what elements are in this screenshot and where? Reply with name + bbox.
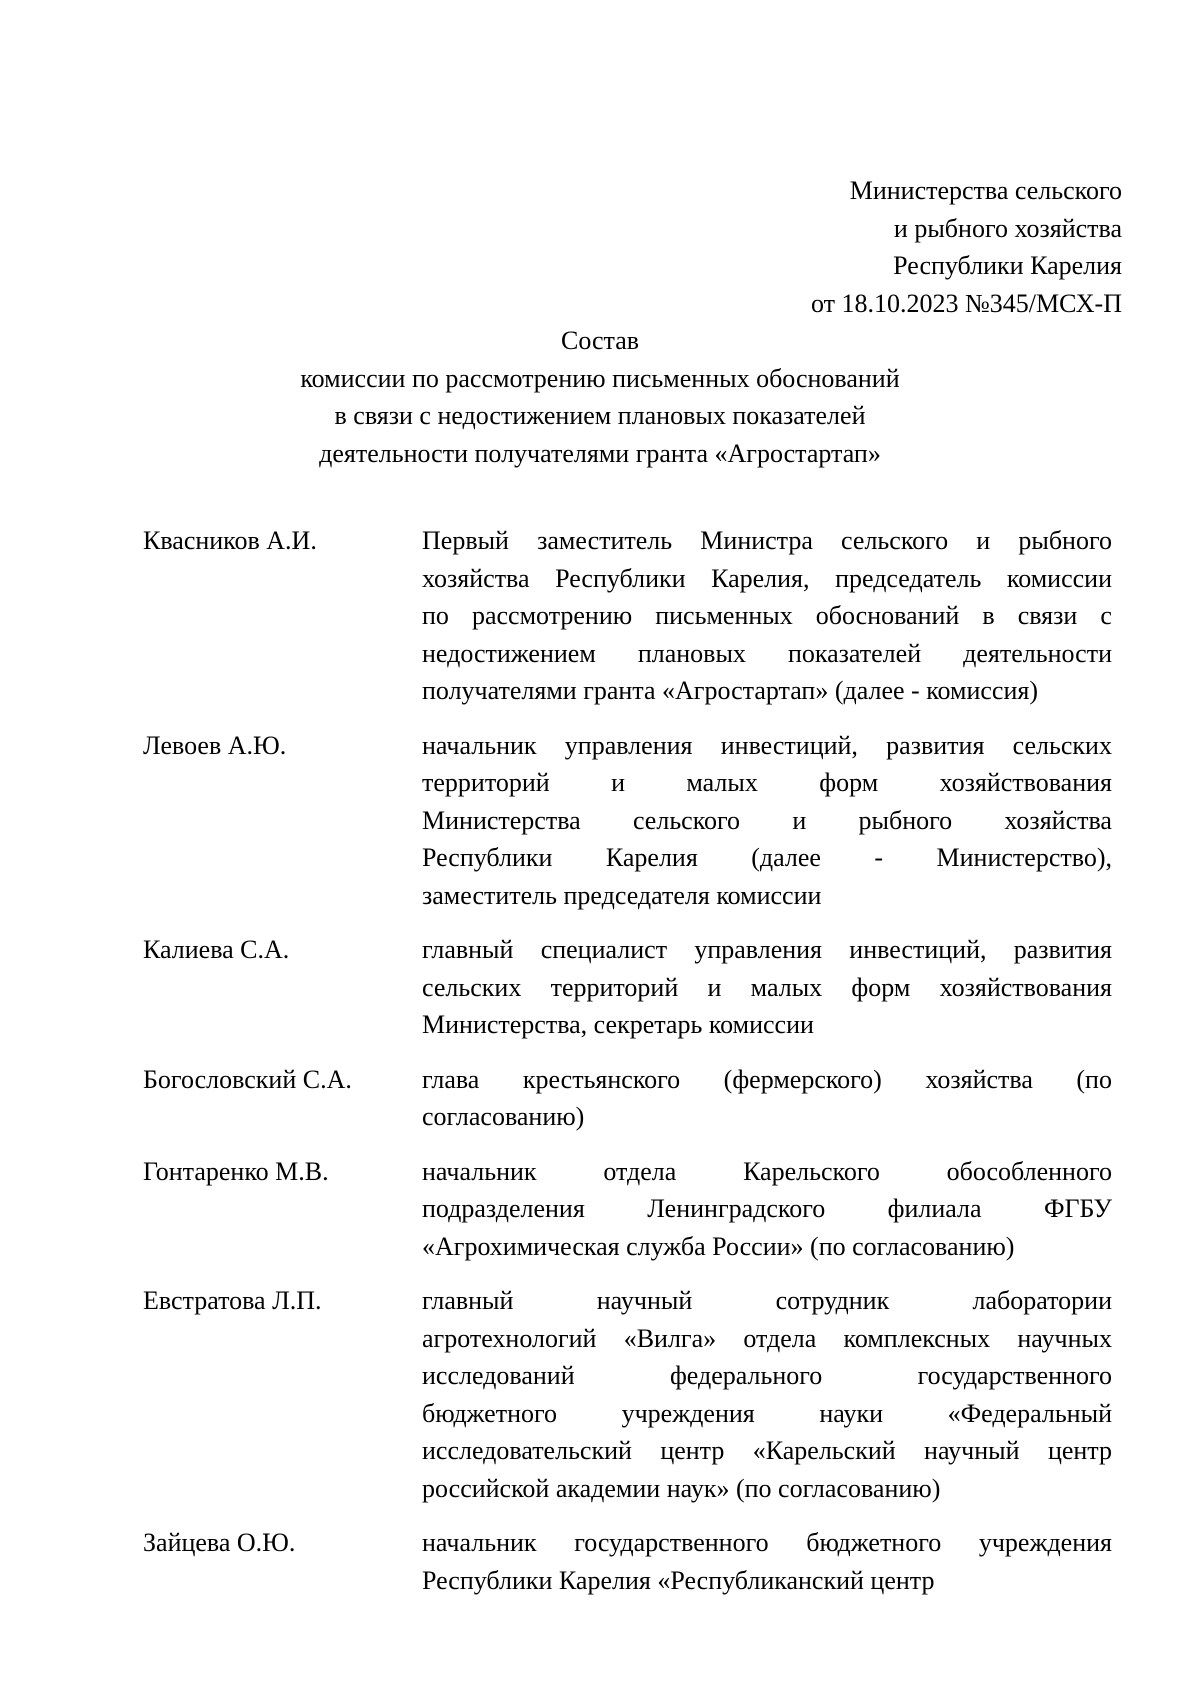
member-role [422,1282,1112,1507]
member-role-line: Министерства сельского и рыбного хозяйства [422,805,1112,835]
member-role-line: российской академии наук» (по согласованию) [422,1473,941,1503]
member-role [422,727,1112,915]
header-line: Республики Карелия [893,251,1122,280]
header-line: Министерства сельского [849,176,1122,205]
member-name: Богословский С.А. [143,1064,352,1094]
commission-members-list [143,522,1123,1599]
member-role-line: исследовательский центр «Карельский научный центр [422,1436,1112,1465]
member-role-line: заместитель председателя комиссии [422,880,822,910]
member-role-line: согласованию) [422,1102,585,1131]
title-line: Состав [560,326,640,355]
member-role-line: территорий и малых форм хозяйствования [422,768,1112,797]
member-role-line: главный специалист управления инвестиций, развития [422,935,1112,964]
member-role-line: по рассмотрению письменных обоснований в связи с [422,601,1112,630]
member-name: Калиева С.А. [143,935,290,964]
member-row [143,727,1123,915]
member-role-line: хозяйства Республики Карелия, председатель комиссии [422,563,1112,593]
member-role [422,1153,1112,1266]
member-role-line: подразделения Ленинградского филиала ФГБУ [422,1194,1112,1223]
member-row [143,1153,1123,1266]
member-row [143,1282,1123,1507]
member-role [422,522,1112,710]
member-row [143,1524,1123,1599]
member-role-line: начальник государственного бюджетного учреждения [422,1528,1112,1557]
member-role-line: «Агрохимическая служба России» (по согласованию) [422,1231,1015,1261]
member-role-line: исследований федерального государственного [422,1361,1112,1390]
member-role-line: недостижением плановых показателей деятельности [422,638,1112,668]
header-line: и рыбного хозяйства [893,213,1122,243]
member-role-line: глава крестьянского (фермерского) хозяйства (по [422,1064,1112,1094]
member-role-line: агротехнологий «Вилга» отдела комплексных научных [422,1323,1112,1353]
member-role-line: получателями гранта «Агростартап» (далее - комиссия) [422,676,1038,705]
member-role-line: начальник отдела Карельского обособленного [422,1156,1112,1186]
member-role-line: Республики Карелия «Республиканский центр [422,1565,935,1595]
member-role-line: Республики Карелия (далее - Министерство), [422,843,1112,872]
member-role [422,1524,1112,1599]
member-role-line: сельских территорий и малых форм хозяйствования [422,972,1112,1002]
title-line: комиссии по рассмотрению письменных обоснований [300,363,900,393]
member-role-line: главный научный сотрудник лаборатории [422,1286,1112,1315]
member-name: Левоев А.Ю. [143,730,287,760]
title-line: в связи с недостижением плановых показателей [334,401,866,430]
member-role [422,1061,1112,1136]
member-name: Гонтаренко М.В. [143,1156,329,1186]
member-role-line: Министерства, секретарь комиссии [422,1010,814,1039]
order-reference-header [600,172,1122,322]
header-line: от 18.10.2023 №345/МСХ-П [810,288,1122,318]
member-role-line: Первый заместитель Министра сельского и рыбного [422,526,1112,555]
member-role [422,931,1112,1044]
title-line: деятельности получателями гранта «Агростартап» [319,438,881,468]
member-role-line: бюджетного учреждения науки «Федеральный [422,1398,1112,1428]
member-role-line: начальник управления инвестиций, развития сельских [422,730,1112,760]
member-row [143,931,1123,1044]
member-name: Квасников А.И. [143,526,317,555]
member-row [143,1061,1123,1136]
member-name: Зайцева О.Ю. [143,1528,296,1557]
member-row [143,522,1123,710]
document-title [150,322,1050,472]
member-name: Евстратова Л.П. [143,1286,322,1315]
